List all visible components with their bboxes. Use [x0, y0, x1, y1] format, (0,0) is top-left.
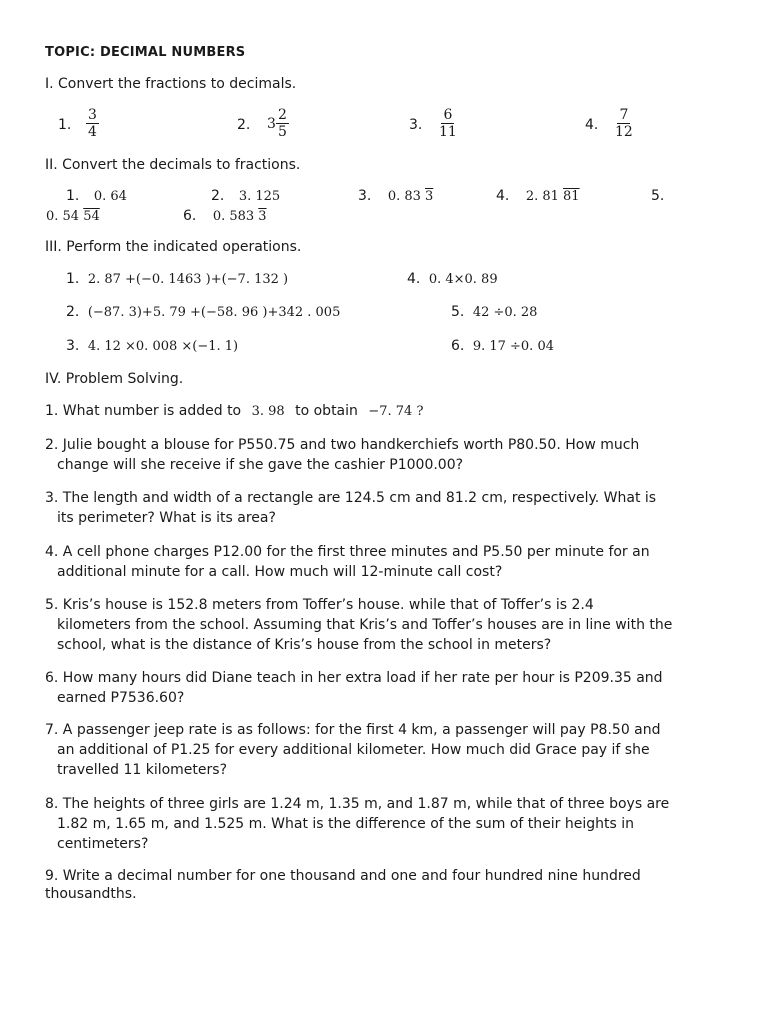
s3-item-5 [451, 304, 537, 320]
item-number: 3. [66, 338, 80, 354]
addend-value: 3. 98 [251, 404, 285, 419]
s2-item-6 [183, 208, 267, 224]
numerator: 7 [619, 107, 629, 123]
problem-line: an additional of P1.25 for every additional kilometer. How much did Grace pay if she [57, 742, 650, 758]
expression: 42 ÷0. 28 [472, 305, 538, 320]
expression: 4. 12 ×0. 008 ×(−1. 1) [87, 339, 239, 354]
problem-1 [45, 403, 423, 419]
s1-item-4-fraction [613, 107, 635, 140]
repeating-digits: 81 [563, 189, 580, 204]
s2-item-5-number: 5. [651, 188, 665, 204]
decimal-base: 3. 125 [238, 189, 281, 204]
problem-line: centimeters? [57, 836, 149, 852]
s2-item-4 [496, 188, 580, 204]
problem-line: 3. The length and width of a rectangle are 124.5 cm and 81.2 cm, respectively. What is [45, 490, 657, 506]
s1-item-2-fraction [276, 107, 289, 140]
s1-item-3-number: 3. [409, 117, 423, 133]
s2-item-3 [358, 188, 433, 204]
item-number: 6. [183, 208, 197, 224]
problem-line: 7. A passenger jeep rate is as follows: for the first 4 km, a passenger will pay P8.50 and [45, 722, 661, 738]
problem-line: additional minute for a call. How much will 12-minute call cost? [57, 564, 503, 580]
repeating-digits: 54 [83, 209, 100, 224]
problem-4 [45, 542, 735, 582]
s2-item-1 [66, 188, 127, 204]
problem-line: 5. Kris’s house is 152.8 meters from Toffer’s house. while that of Toffer’s is 2.4 [45, 597, 594, 613]
problem-line: 2. Julie bought a blouse for P550.75 and two handkerchiefs worth P80.50. How much [45, 437, 640, 453]
problem-line: earned P7536.60? [57, 690, 185, 706]
s2-item-5-value [46, 208, 100, 224]
numerator: 3 [88, 107, 97, 123]
decimal-base: 0. 583 [212, 209, 259, 224]
section-3-heading: III. Perform the indicated operations. [45, 239, 302, 255]
s1-item-4-number: 4. [585, 117, 599, 133]
repeating-digits: 3 [258, 209, 267, 224]
problem-line: 4. A cell phone charges P12.00 for the first three minutes and P5.50 per minute for an [45, 544, 650, 560]
problem-7 [45, 720, 735, 780]
problem-2 [45, 435, 735, 475]
problem-line: thousandths. [45, 886, 137, 902]
repeating-digits: 3 [425, 189, 434, 204]
expression: 2. 87 +(−0. 1463 )+(−7. 132 ) [87, 272, 289, 287]
section-2-heading: II. Convert the decimals to fractions. [45, 157, 301, 173]
section-1-heading: I. Convert the fractions to decimals. [45, 76, 297, 92]
decimal-base: 2. 81 [525, 189, 564, 204]
expression: (−87. 3)+5. 79 +(−58. 96 )+342 . 005 [87, 305, 341, 320]
item-number: 2. [66, 304, 80, 320]
problem-line: school, what is the distance of Kris’s house from the school in meters? [57, 637, 552, 653]
s1-item-2-number: 2. [237, 117, 251, 133]
s3-item-6 [451, 338, 554, 354]
problem-line: change will she receive if she gave the cashier P1000.00? [57, 457, 464, 473]
problem-line: 6. How many hours did Diane teach in her extra load if her rate per hour is P209.35 and [45, 670, 663, 686]
s1-item-2-whole: 3 [267, 116, 276, 132]
s1-item-1-number: 1. [58, 117, 72, 133]
worksheet-title: TOPIC: DECIMAL NUMBERS [45, 45, 246, 60]
problem-line: 1.82 m, 1.65 m, and 1.525 m. What is the difference of the sum of their heights in [57, 816, 634, 832]
problem-line: 8. The heights of three girls are 1.24 m, 1.35 m, and 1.87 m, while that of three boys are [45, 796, 670, 812]
denominator: 11 [439, 124, 457, 140]
target-value: −7. 74 ? [368, 404, 424, 419]
denominator: 4 [88, 124, 97, 140]
problem-8 [45, 794, 735, 854]
numerator: 2 [278, 107, 287, 123]
item-number: 2. [211, 188, 225, 204]
problem-6 [45, 668, 735, 708]
item-number: 3. [358, 188, 372, 204]
s3-item-2 [66, 304, 340, 320]
item-number: 4. [496, 188, 510, 204]
problem-text-2: to obtain [295, 403, 358, 419]
s3-item-3 [66, 338, 238, 354]
expression: 0. 4×0. 89 [428, 272, 498, 287]
problem-line: its perimeter? What is its area? [57, 510, 276, 526]
s1-item-1-fraction [86, 107, 99, 140]
problem-line: kilometers from the school. Assuming that Kris’s and Toffer’s houses are in line with the [57, 617, 673, 633]
s3-item-4 [407, 271, 498, 287]
item-number: 5. [451, 304, 465, 320]
section-4-heading: IV. Problem Solving. [45, 371, 184, 387]
problem-line: travelled 11 kilometers? [57, 762, 228, 778]
denominator: 12 [615, 124, 633, 140]
problem-text: 1. What number is added to [45, 403, 242, 419]
decimal-base: 0. 83 [387, 189, 426, 204]
problem-9 [45, 867, 735, 903]
problem-3 [45, 488, 735, 528]
denominator: 5 [278, 124, 287, 140]
item-number: 1. [66, 271, 80, 287]
expression: 9. 17 ÷0. 04 [472, 339, 554, 354]
s2-item-2 [211, 188, 280, 204]
s1-item-3-fraction [437, 107, 459, 140]
item-number: 4. [407, 271, 421, 287]
item-number: 1. [66, 188, 80, 204]
s3-item-1 [66, 271, 288, 287]
numerator: 6 [443, 107, 453, 123]
item-number: 6. [451, 338, 465, 354]
problem-line: 9. Write a decimal number for one thousand and one and four hundred nine hundred [45, 868, 641, 884]
decimal-base: 0. 54 [46, 209, 84, 224]
problem-5 [45, 595, 735, 655]
decimal-base: 0. 64 [93, 189, 127, 204]
